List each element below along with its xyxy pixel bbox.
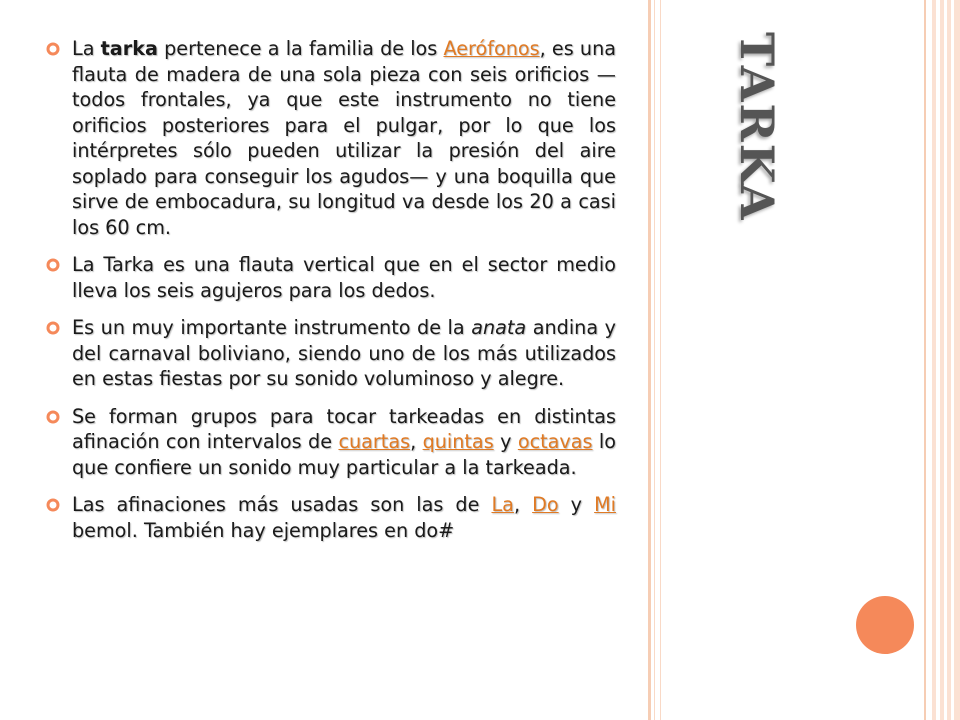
text-bold: tarka (100, 37, 158, 60)
link-aerofonos[interactable]: Aerófonos (443, 37, 540, 60)
text: , es una flauta de madera de una sola pieza con seis orificios —todos frontales, ya que este instrumento no tiene orificios posteriores para el pulgar, por lo que los intérpretes sólo pueden utilizar la presión del aire soplado para conseguir los agudos— y una boquilla que sirve de embocadura, su longitud va desde los 20 a casi los 60 cm. (72, 37, 616, 239)
circle-bullet-icon (46, 321, 60, 335)
decor-rail-gap (951, 0, 954, 720)
slide-title-area (700, 32, 800, 222)
slide-title: TARKA (730, 32, 784, 222)
link-do[interactable]: Do (532, 493, 559, 516)
bullet-item (46, 404, 616, 481)
text: bemol. También hay ejemplares en do# (72, 518, 455, 542)
text: La (72, 37, 101, 60)
decor-circle (856, 596, 914, 654)
link-cuartas[interactable]: cuartas (338, 430, 411, 453)
bullet-list (46, 36, 616, 555)
text: Se forman grupos para tocar tarkeadas en distintas afinación con intervalos de (72, 404, 616, 453)
text-italic: anata (471, 316, 527, 339)
decor-rail-gap (944, 0, 947, 720)
bullet-item (46, 36, 616, 240)
decor-rail-line (654, 0, 655, 720)
text: lo que confiere un sonido muy particular a la tarkeada. (72, 430, 616, 479)
link-quintas[interactable]: quintas (422, 430, 494, 453)
link-octavas[interactable]: octavas (517, 430, 593, 453)
link-mi[interactable]: Mi (594, 493, 616, 516)
circle-bullet-icon (46, 258, 60, 272)
bullet-item (46, 315, 616, 392)
bullet-item (46, 492, 616, 543)
decor-rail-gap (936, 0, 940, 720)
bullet-item (46, 252, 616, 303)
circle-bullet-icon (46, 498, 60, 512)
text: , (513, 493, 533, 516)
circle-bullet-icon (46, 42, 60, 56)
text: Las afinaciones más usadas son las de (72, 493, 492, 516)
link-la[interactable]: La (491, 493, 514, 516)
text: La Tarka es una flauta vertical que en el sector medio lleva los seis agujeros para los dedos. (72, 253, 616, 302)
text: Es un muy importante instrumento de la (72, 316, 472, 339)
text: pertenece a la familia de los (157, 37, 444, 60)
text: y (558, 493, 595, 516)
decor-rail-line (648, 0, 651, 720)
decor-rail-line (660, 0, 661, 720)
text: andina y del carnaval boliviano, siendo uno de los más utilizados en estas fiestas por su sonido voluminoso y alegre. (72, 316, 617, 390)
text: y (493, 430, 518, 453)
decor-rail-line (924, 0, 926, 720)
circle-bullet-icon (46, 410, 60, 424)
text: , (410, 430, 423, 453)
